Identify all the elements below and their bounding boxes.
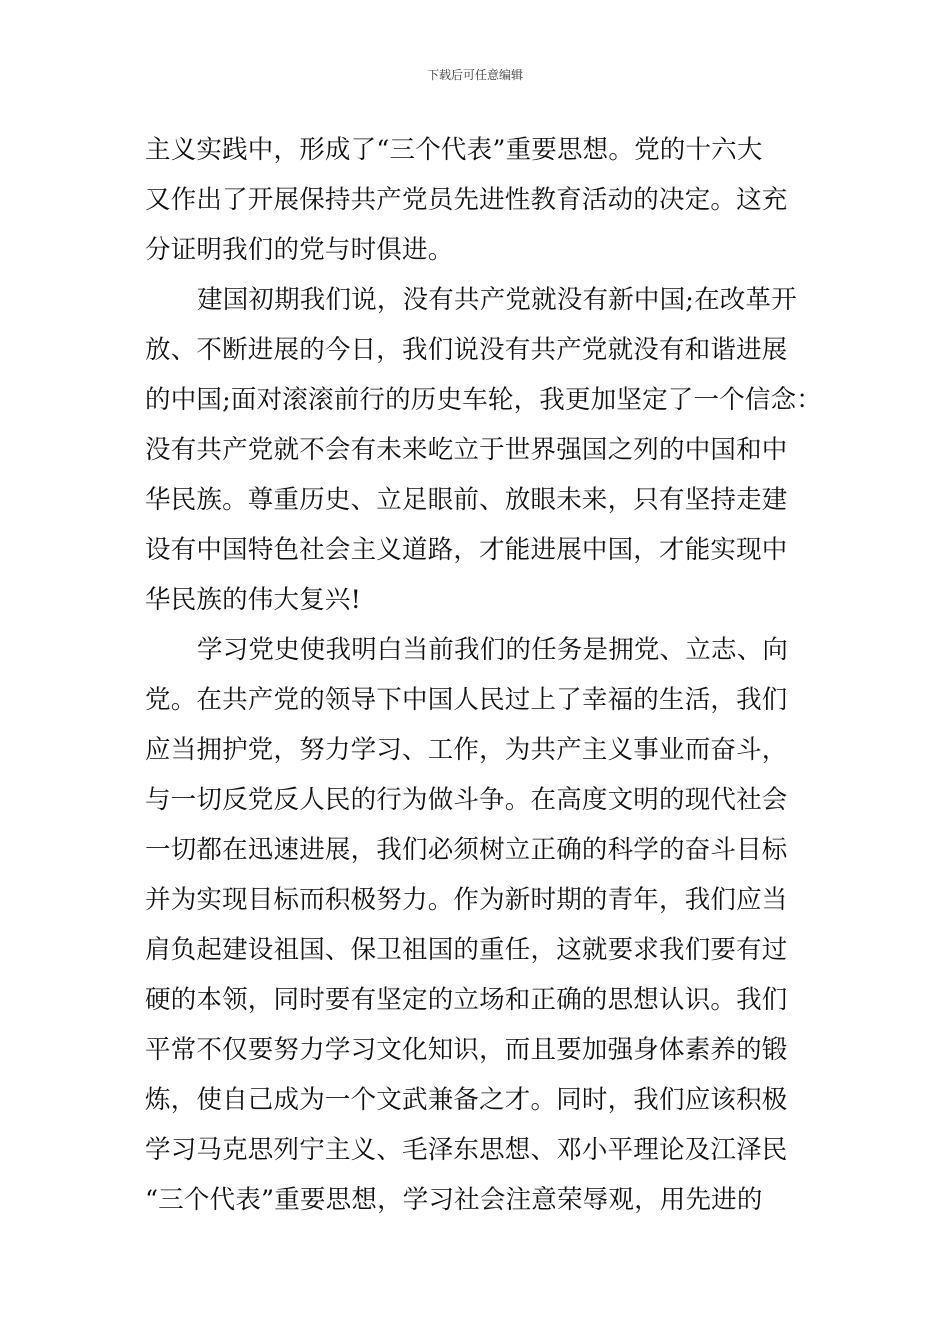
paragraph-first-line: 建国初期我们说，没有共产党就没有新中国;在改革开 — [197, 285, 797, 315]
text-line: 没有共产党就不会有未来屹立于世界强国之列的中国和中 — [145, 435, 788, 465]
text-line: 并为实现目标而积极努力。作为新时期的青年，我们应当 — [145, 885, 788, 915]
text-line: 主义实践中，形成了“三个代表”重要思想。党的十六大 — [145, 135, 763, 165]
text-line: 炼，使自己成为一个文武兼备之才。同时，我们应该积极 — [145, 1085, 788, 1115]
paragraph-first-line: 学习党史使我明白当前我们的任务是拥党、立志、向 — [197, 635, 789, 665]
text-line: 分证明我们的党与时俱进。 — [145, 235, 454, 265]
text-line: 硬的本领，同时要有坚定的立场和正确的思想认识。我们 — [145, 985, 788, 1015]
text-line: 华民族。尊重历史、立足眼前、放眼未来，只有坚持走建 — [145, 485, 788, 515]
text-line: 与一切反党反人民的行为做斗争。在高度文明的现代社会 — [145, 785, 788, 815]
text-line: 学习马克思列宁主义、毛泽东思想、邓小平理论及江泽民 — [145, 1135, 788, 1165]
text-line: 肩负起建设祖国、保卫祖国的重任，这就要求我们要有过 — [145, 935, 788, 965]
text-line: 的中国;面对滚滚前行的历史车轮，我更加坚定了一个信念： — [145, 385, 822, 415]
text-line: 华民族的伟大复兴! — [145, 585, 362, 615]
text-line: “三个代表”重要思想，学习社会注意荣辱观，用先进的 — [145, 1185, 763, 1215]
text-line: 党。在共产党的领导下中国人民过上了幸福的生活，我们 — [145, 685, 788, 715]
text-line: 一切都在迅速进展，我们必须树立正确的科学的奋斗目标 — [145, 835, 788, 865]
text-line: 又作出了开展保持共产党员先进性教育活动的决定。这充 — [145, 185, 788, 215]
text-line: 设有中国特色社会主义道路，才能进展中国，才能实现中 — [145, 535, 788, 565]
text-line: 放、不断进展的今日，我们说没有共产党就没有和谐进展 — [145, 335, 788, 365]
page-header: 下载后可任意编辑 — [426, 68, 523, 82]
text-line: 平常不仅要努力学习文化知识，而且要加强身体素养的锻 — [145, 1035, 788, 1065]
text-line: 应当拥护党，努力学习、工作，为共产主义事业而奋斗， — [145, 735, 788, 765]
